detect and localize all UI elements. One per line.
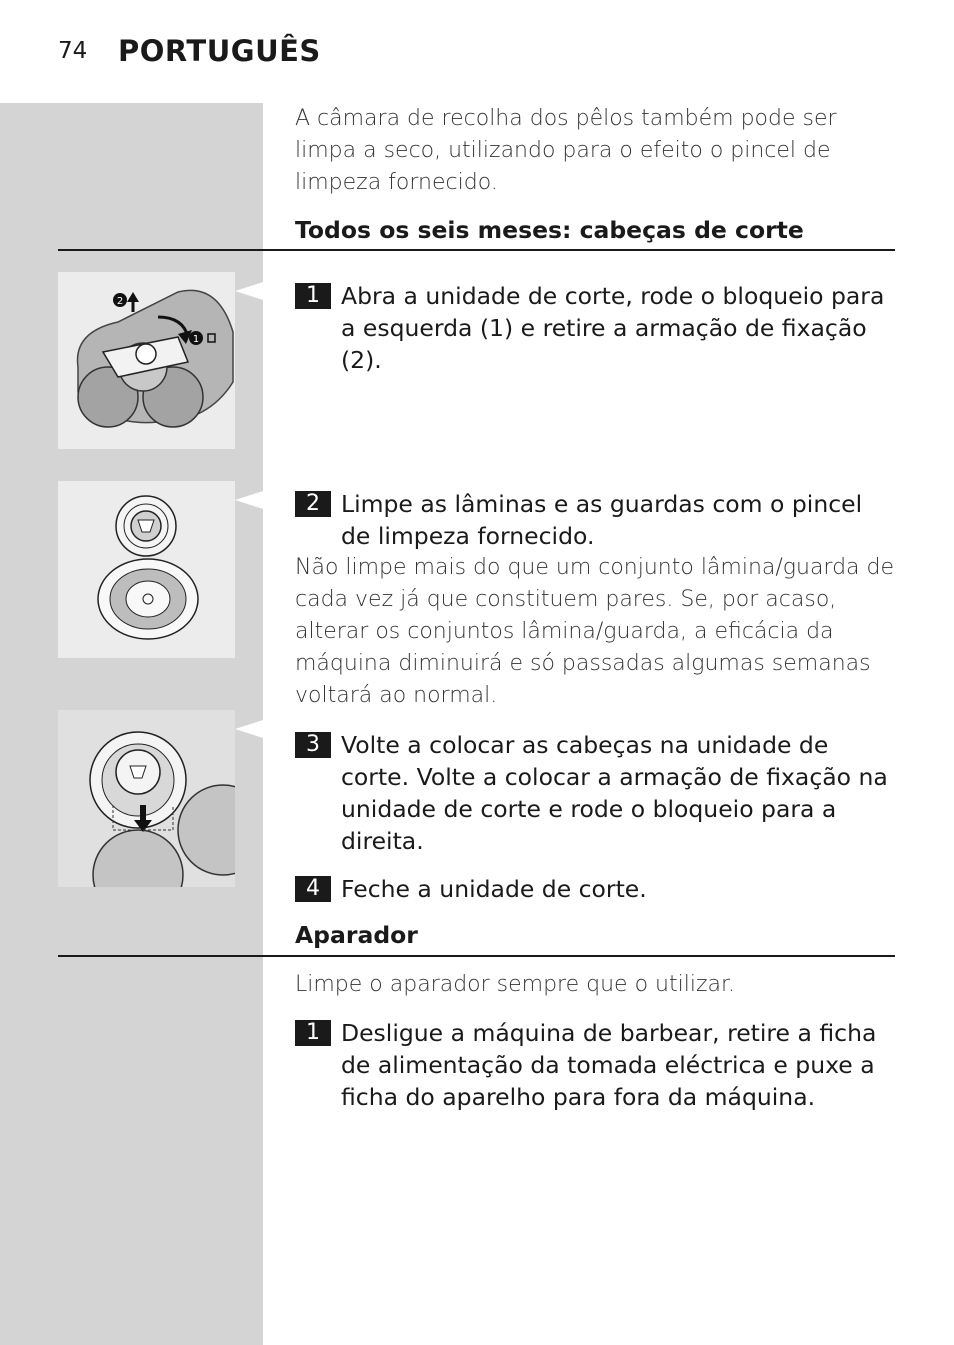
figure-pointer <box>235 282 263 300</box>
step-text: Abra a unidade de corte, rode o bloqueio para a esquerda (1) e retire a armação de fixação (2). <box>341 282 885 374</box>
step-text: Limpe as lâminas e as guardas com o pincel de limpeza fornecido. <box>341 490 863 550</box>
section-rule <box>58 955 895 957</box>
step-text: Feche a unidade de corte. <box>341 875 647 903</box>
section-heading-cutting-heads: Todos os seis meses: cabeças de corte <box>295 216 804 244</box>
intro-paragraph: A câmara de recolha dos pêlos também pode ser limpa a seco, utilizando para o efeito o pincel de limpeza fornecido. <box>295 106 837 195</box>
figure-pointer <box>235 720 263 738</box>
trimmer-step-1 <box>295 1017 895 1113</box>
svg-text:2: 2 <box>116 296 124 307</box>
section-heading-trimmer: Aparador <box>295 921 418 949</box>
step-number: 3 <box>295 732 331 758</box>
step-text: Desligue a máquina de barbear, retire a ficha de alimentação da tomada eléctrica e puxe a ficha do aparelho para fora da máquina. <box>341 1019 877 1111</box>
trimmer-intro: Limpe o aparador sempre que o utilizar. <box>295 972 735 997</box>
step-number: 1 <box>295 283 331 309</box>
step-1 <box>295 280 895 376</box>
page-number: 74 <box>58 38 88 64</box>
svg-text:1: 1 <box>192 334 200 345</box>
step-number: 1 <box>295 1020 331 1046</box>
step-4 <box>295 873 895 905</box>
figure-reinsert-heads <box>58 710 235 887</box>
step-2-note: Não limpe mais do que um conjunto lâmina/guarda de cada vez já que constituem pares. Se, por acaso, alterar os conjuntos lâmina/guarda, a eficácia da máquina diminuirá e só passadas algumas semanas voltará ao normal. <box>295 555 895 708</box>
page-language-title: PORTUGUÊS <box>118 34 321 68</box>
section-rule <box>58 249 895 251</box>
figure-pointer <box>235 491 263 509</box>
step-text: Volte a colocar as cabeças na unidade de corte. Volte a colocar a armação de fixação na unidade de corte e rode o bloqueio para a direita. <box>341 731 888 855</box>
step-2 <box>295 488 895 552</box>
step-number: 4 <box>295 876 331 902</box>
step-3 <box>295 729 895 857</box>
figure-open-shaving-unit <box>58 272 235 449</box>
step-number: 2 <box>295 491 331 517</box>
figure-cutter-and-guard <box>58 481 235 658</box>
